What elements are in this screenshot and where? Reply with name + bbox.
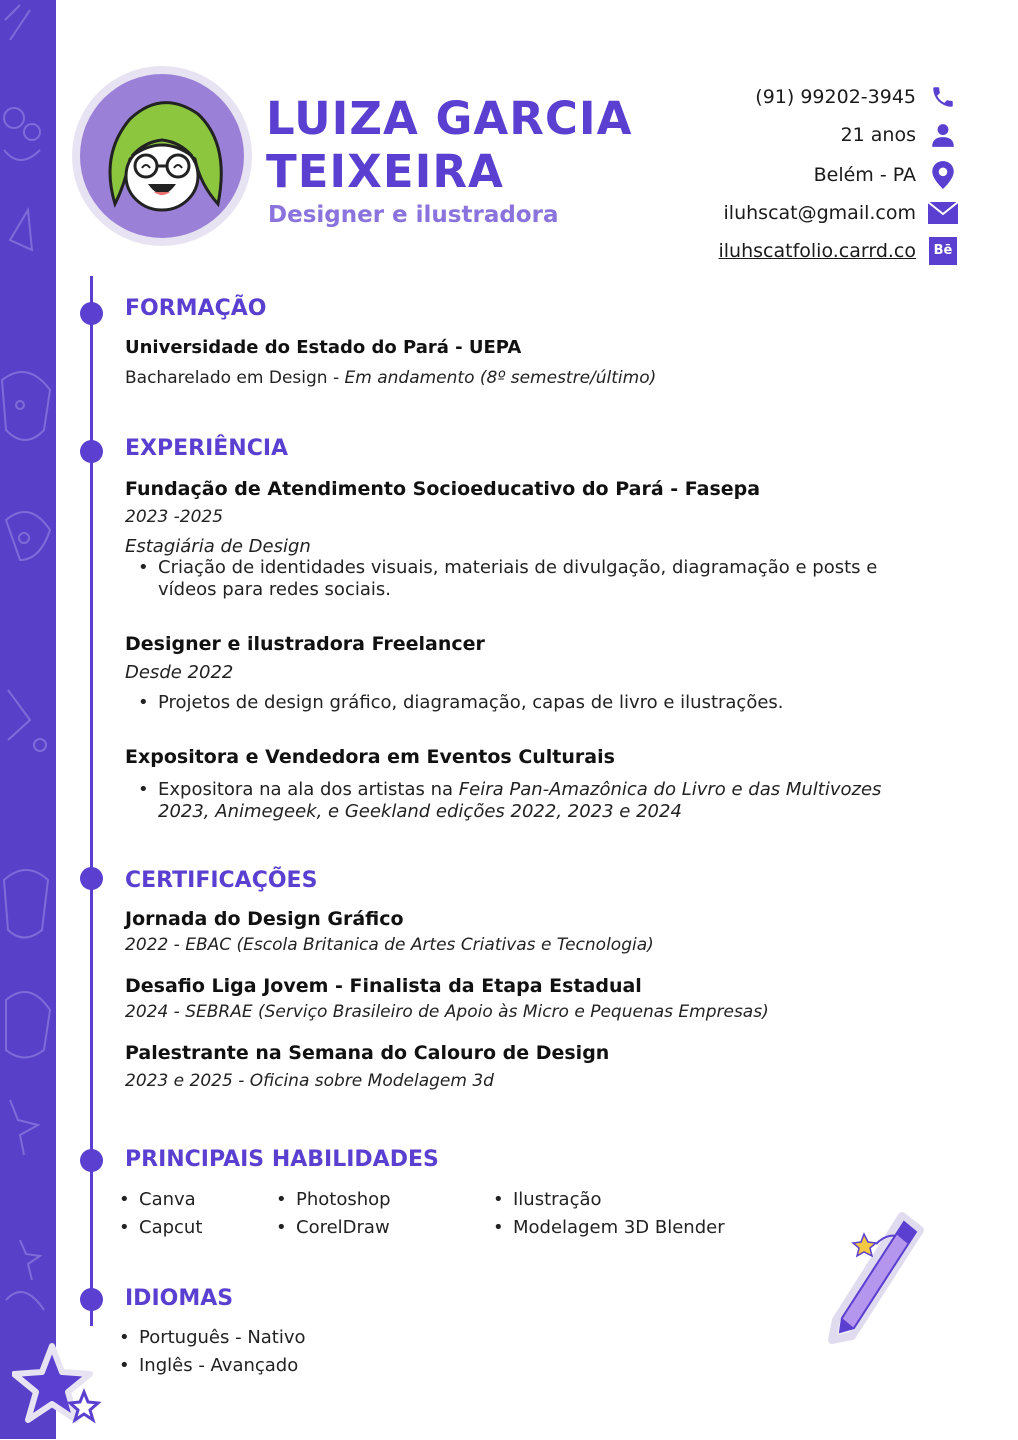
contact-age	[841, 120, 958, 150]
job-bullet-3-italic-2: 2023, Animegeek, e Geekland edições 2022, 2023 e 2024	[158, 801, 682, 822]
age-text: 21 anos	[840, 124, 916, 146]
timeline-dot-idiomas	[80, 1288, 103, 1311]
phone-text: (91) 99202-3945	[755, 86, 916, 108]
skill-item: • CorelDraw	[296, 1217, 390, 1239]
timeline-dot-certificacoes	[80, 867, 103, 890]
role-subtitle: Designer e ilustradora	[268, 202, 559, 228]
job-bullet-2: • Projetos de design gráfico, diagramação, capas de livro e ilustrações.	[158, 692, 784, 714]
job-bullet-1-line-2: vídeos para redes sociais.	[158, 579, 391, 600]
section-title-certificacoes: CERTIFICAÇÕES	[125, 868, 318, 893]
job-bullet-3-italic-1: Feira Pan-Amazônica do Livro e das Multivozes	[458, 779, 882, 800]
cert-name-1: Jornada do Design Gráfico	[125, 908, 404, 930]
job-org-3: Expositora e Vendedora em Eventos Culturais	[125, 746, 615, 768]
location-text: Belém - PA	[813, 164, 916, 186]
contact-portfolio	[719, 236, 959, 266]
contact-phone	[755, 82, 958, 112]
behance-badge: Bē	[929, 237, 957, 265]
skill-item: • Canva	[139, 1189, 196, 1211]
timeline-dot-experiencia	[80, 440, 103, 463]
section-title-formacao: FORMAÇÃO	[125, 296, 267, 321]
skill-item: • Modelagem 3D Blender	[513, 1217, 725, 1239]
job-bullet-3-prefix: Expositora na ala dos artistas na	[158, 779, 459, 800]
full-name	[266, 92, 633, 198]
course-status: Em andamento (8º semestre/último)	[344, 368, 657, 388]
skill-item: • Photoshop	[296, 1189, 391, 1211]
name-line-1: LUIZA GARCIA	[266, 92, 633, 145]
skill-item: • Capcut	[139, 1217, 202, 1239]
job-period-1: 2023 -2025	[125, 507, 224, 527]
job-org-1: Fundação de Atendimento Socioeducativo do Pará - Fasepa	[125, 478, 761, 500]
job-bullet-1	[158, 557, 877, 601]
language-item: • Português - Nativo	[139, 1327, 306, 1349]
course-name: Bacharelado em Design -	[125, 368, 345, 388]
cert-name-3: Palestrante na Semana do Calouro de Design	[125, 1042, 610, 1064]
cert-detail-3: 2023 e 2025 - Oficina sobre Modelagem 3d	[125, 1071, 494, 1091]
section-title-idiomas: IDIOMAS	[125, 1286, 234, 1311]
job-period-2: Desde 2022	[125, 662, 234, 683]
name-line-2: TEIXEIRA	[266, 145, 504, 198]
timeline-dot-formacao	[80, 302, 103, 325]
portfolio-link[interactable]: iluhscatfolio.carrd.co	[718, 240, 916, 262]
mail-icon	[928, 198, 958, 228]
doodle-pattern	[0, 0, 56, 1439]
job-bullet-3	[158, 779, 881, 823]
pen-sticker-icon	[820, 1208, 930, 1352]
avatar	[70, 64, 254, 248]
cert-name-2: Desafio Liga Jovem - Finalista da Etapa Estadual	[125, 975, 642, 997]
behance-icon	[928, 236, 958, 266]
sidebar-decoration	[0, 0, 56, 1439]
contact-location	[814, 160, 958, 190]
course-line	[125, 368, 656, 388]
email-text[interactable]: iluhscat@gmail.com	[723, 202, 916, 224]
skill-item: • Ilustração	[513, 1189, 602, 1211]
cert-detail-1: 2022 - EBAC (Escola Britanica de Artes Criativas e Tecnologia)	[125, 935, 654, 955]
location-pin-icon	[928, 160, 958, 190]
job-bullet-1-line-1: • Criação de identidades visuais, materiais de divulgação, diagramação e posts e	[158, 557, 878, 578]
section-title-habilidades: PRINCIPAIS HABILIDADES	[125, 1147, 439, 1172]
timeline-dot-habilidades	[80, 1149, 103, 1172]
job-org-2: Designer e ilustradora Freelancer	[125, 633, 485, 655]
phone-icon	[928, 82, 958, 112]
contact-email	[724, 198, 958, 228]
language-item: • Inglês - Avançado	[139, 1355, 298, 1377]
cert-detail-2: 2024 - SEBRAE (Serviço Brasileiro de Apoio às Micro e Pequenas Empresas)	[125, 1002, 769, 1022]
person-icon	[928, 120, 958, 150]
section-title-experiencia: EXPERIÊNCIA	[125, 436, 289, 461]
institution-name: Universidade do Estado do Pará - UEPA	[125, 337, 522, 358]
job-position-1: Estagiária de Design	[125, 536, 311, 557]
star-sticker-icon	[12, 1340, 108, 1440]
